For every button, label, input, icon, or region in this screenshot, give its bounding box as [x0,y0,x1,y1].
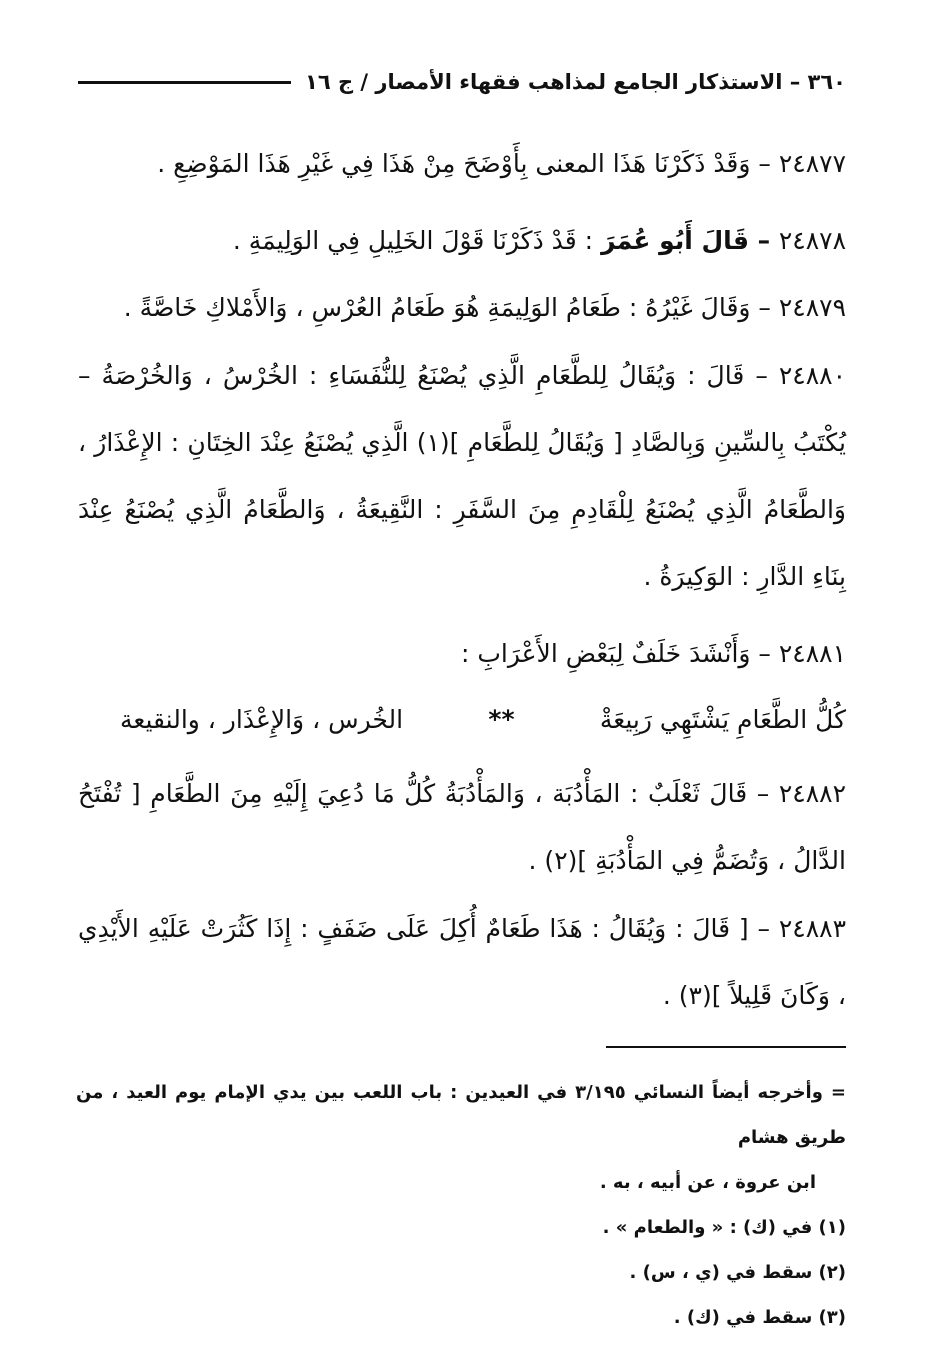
running-header [78,62,846,102]
paragraph-text: – قَالَ : وَيُقَالُ لِلطَّعَامِ الَّذِي يُصْنَعُ لِلنُّفَسَاءِ : الخُرْسُ ، وَالخُرْصَةُ – يُكْتَبُ بِالسِّينِ وَبِالصَّادِ [ وَيُقَالُ لِلطَّعَامِ ](١) الَّذِي يُصْنَعُ عِنْدَ الخِتَانِ : الإِعْذَارُ ، وَالطَّعَامُ الَّذِي يُصْنَعُ لِلْقَادِمِ مِنَ السَّفَرِ : النَّقِيعَةُ ، وَالطَّعَامُ الَّذِي يُصْنَعُ عِنْدَ بِنَاءِ الدَّارِ : الوَكِيرَةُ . [78,361,847,591]
header-title: ٣٦٠ – الاستذكار الجامع لمذاهب فقهاء الأمصار / ج ١٦ [305,70,846,94]
paragraph-24877 [78,130,846,197]
header-rule [78,81,291,84]
paragraph-text: – [ قَالَ : وَيُقَالُ : هَذَا طَعَامٌ أُكِلَ عَلَى ضَفَفٍ : إِذَا كَثُرَتْ عَلَيْهِ الأَيْدِي ، وَكَانَ قَلِيلاً ](٣) . [78,914,846,1010]
paragraph-text: – وَقَالَ غَيْرُهُ : طَعَامُ الوَلِيمَةِ هُوَ طَعَامُ العُرْسِ ، وَالأَمْلاكِ خَاصَّةً . [123,293,779,322]
paragraph-number: ٢٤٨٧٧ [778,149,846,178]
footnote-continuation-end: ابن عروة ، عن أبيه ، به . [599,1172,816,1193]
paragraph-number: ٢٤٨٨٢ [778,779,846,808]
poem-hemistich-first: كُلُّ الطَّعَامِ يَشْتَهِي رَبِيعَةْ [599,705,846,734]
paragraph-24880 [78,342,846,610]
paragraph-number: ٢٤٨٧٨ [778,226,846,255]
poem-hemistich-second: الخُرس ، وَالإِعْذَار ، والنقيعة [120,705,404,734]
paragraph-text: – وَأَنْشَدَ خَلَفٌ لِبَعْضِ الأَعْرَابِ : [461,639,779,668]
footnote-separator [606,1046,846,1048]
footnote-3: (٣) سقط في (ك) . [673,1307,846,1328]
footnote-2: (٢) سقط في (ي ، س) . [629,1262,846,1283]
footnote-continuation: = وأخرجه أيضاً النسائي ٣/١٩٥ في العيدين : باب اللعب بين يدي الإمام يوم العيد ، من طريق هشام [76,1082,846,1148]
paragraph-text: – قَالَ ثَعْلَبٌ : المَأْدُبَة ، وَالمَأْدُبَةُ كُلُّ مَا دُعِيَ إِلَيْهِ مِنَ الطَّعَامِ [ تُفْتَحُ الدَّالُ ، وَتُضَمُّ فِي المَأْدُبَةِ ](٢) . [78,779,846,875]
paragraph-24878 [78,207,846,274]
paragraph-24879 [78,274,846,341]
paragraph-speaker: – قَالَ أَبُو عُمَرَ [601,226,779,255]
paragraph-number: ٢٤٨٧٩ [778,293,846,322]
footnotes [76,1070,846,1340]
poem-separator: ** [488,705,515,734]
footnote-1: (١) في (ك) : « والطعام » . [602,1217,846,1238]
paragraph-number: ٢٤٨٨١ [778,639,846,668]
poem-verse [120,690,846,750]
paragraph-number: ٢٤٨٨٣ [778,914,846,943]
paragraph-number: ٢٤٨٨٠ [778,361,846,390]
paragraph-24881 [78,620,846,687]
paragraph-24882 [78,760,846,894]
paragraph-text: – وَقَدْ ذَكَرْنَا هَذَا المعنى بِأَوْضَحَ مِنْ هَذَا فِي غَيْرِ هَذَا المَوْضِعِ . [157,149,779,178]
paragraph-24883 [78,895,846,1029]
paragraph-text: : قَدْ ذَكَرْنَا قَوْلَ الخَلِيلِ فِي الوَلِيمَةِ . [232,226,602,255]
